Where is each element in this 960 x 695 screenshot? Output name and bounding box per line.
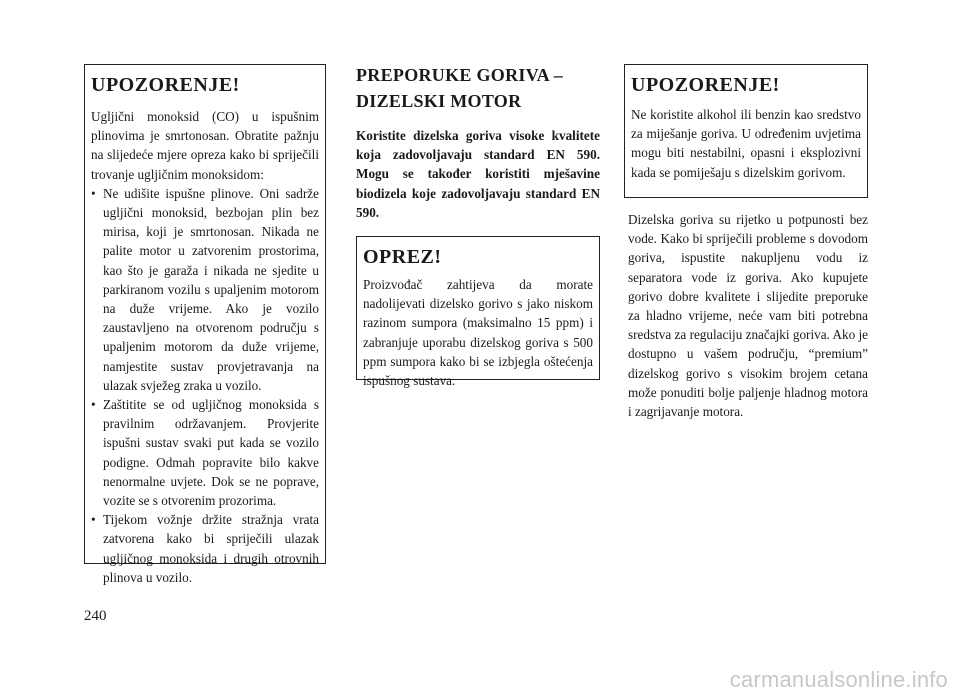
- section-heading-line1: PREPORUKE GORIVA –: [356, 65, 564, 85]
- warning-box-right: [624, 64, 868, 198]
- section-heading: [356, 62, 596, 114]
- section-heading-line2: DIZELSKI MOTOR: [356, 91, 522, 111]
- watermark: carmanualsonline.info: [729, 667, 948, 692]
- warning-text-right: Ne koristite alkohol ili benzin kao sredstvo za miješanje goriva. U određenim uvjetima mogu biti nestabilni, opasni i eksplozivni kada se pomiješaju s dizelskim gorivom.: [631, 107, 861, 180]
- warning-bullet: • Ne udišite ispušne plinove. Oni sadrže ugljični monoksid, bezbojan plin bez mirisa, koji je smrtonosan. Nikada ne palite motor u zatvorenim prostorima, kao što je garaža i nikada ne sjedite u parkiranom vozilu s upaljenim motorom na duže vrijeme. Ako je vozilo zaustavljeno na otvorenom području s upaljenim motorom da duže vrijeme, namjestite sustav provjetravanja na ulazak svježeg zraka u vozilo.: [91, 184, 319, 395]
- body-text-right: Dizelska goriva su rijetko u potpunosti bez vode. Kako bi spriječili probleme s dovodom goriva, ispustite nakupljenu vodu iz separatora vode iz goriva. Ako kupujete gorivo dobre kvalitete i slijedite preporuke za hladno vrijeme, neće vam biti potrebna sredstva za regulaciju značajki goriva. Ako je dostupno u vašem području, “premium” dizelskog gorivo s visokim brojem cetana može ponuditi bolje paljenje hladnog motora i zagrijavanje motora.: [628, 212, 868, 420]
- caution-box: [356, 236, 600, 389]
- page-number: 240: [84, 608, 107, 624]
- warning-bullet-list: [91, 184, 319, 587]
- caution-title: OPREZ!: [363, 246, 442, 268]
- warning-title-right: UPOZORENJE!: [631, 74, 780, 96]
- warning-box-left: [84, 64, 326, 585]
- warning-bullet: • Zaštitite se od ugljičnog monoksida s pravilnim održavanjem. Provjerite ispušni sustav svaki put kada se vozilo podigne. Odmah popravite bilo kakve nenormalne uvjete. Dok se ne poprave, vozite se s otvorenim prozorima.: [91, 395, 319, 510]
- section-intro: Koristite dizelska goriva visoke kvalitete koja zadovoljavaju standard EN 590. Mogu se također koristiti mješavine biodizela koje zadovoljavaju standard EN 590.: [356, 128, 600, 220]
- warning-title: UPOZORENJE!: [91, 74, 240, 96]
- caution-text: Proizvođač zahtijeva da morate nadolijevati dizelsko gorivo s jako niskom razinom sumpora (maksimalno 15 ppm) i zabranjuje uporabu dizelskog goriva s 500 ppm sumpora kako bi se izbjegla oštećenja ispušnog sustava.: [363, 277, 593, 389]
- warning-intro: Ugljični monoksid (CO) u ispušnim plinovima je smrtonosan. Obratite pažnju na slijedeće mjere opreza kako bi spriječili trovanje ugljičnim monoksidom:: [91, 109, 319, 182]
- warning-bullet: • Tijekom vožnje držite stražnja vrata zatvorena kako bi spriječili ulazak ugljičnog monoksida i drugih otrovnih plinova u vozilo.: [91, 510, 319, 587]
